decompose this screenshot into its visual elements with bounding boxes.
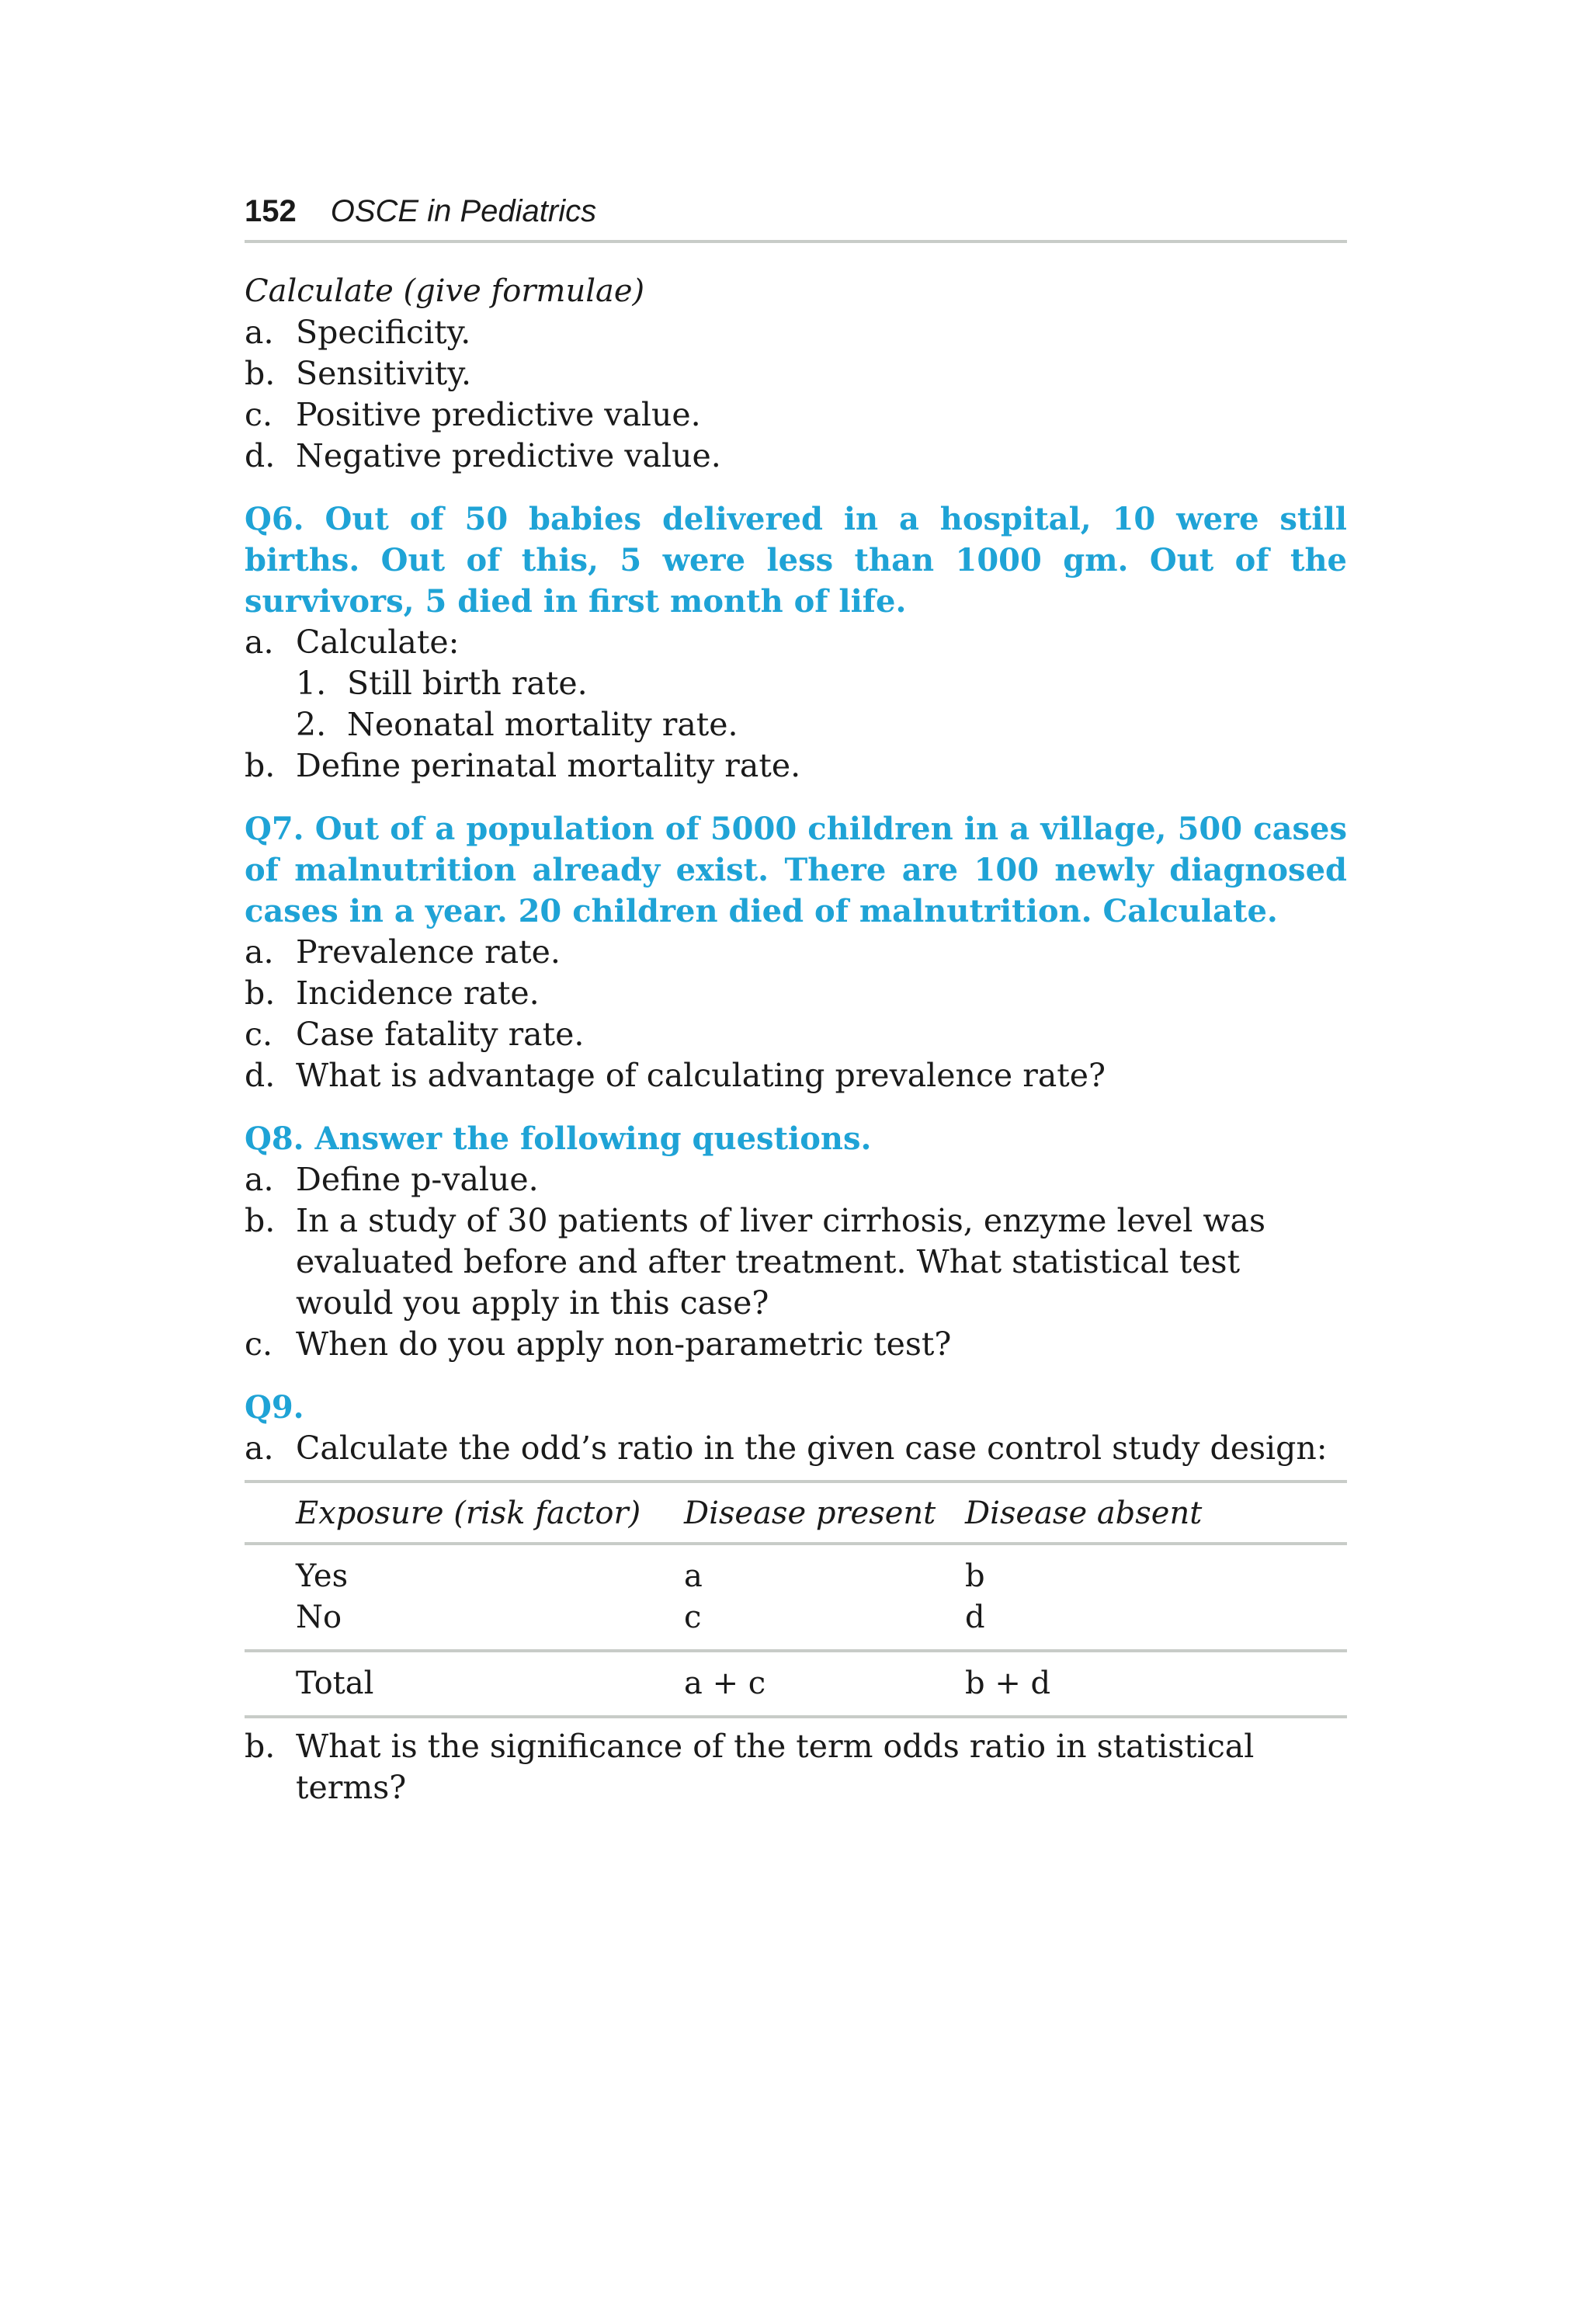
list-item-text: Prevalence rate. [296,933,561,971]
list-item [245,745,1347,787]
list-item-text: Negative predictive value. [296,437,721,474]
page-number: 152 [245,194,297,228]
list-item-text: What is the significance of the term odds ratio in statistical terms? [296,1728,1255,1806]
list-marker: c. [245,1325,273,1363]
list-item [245,973,1347,1014]
table-cell: Yes [296,1558,349,1594]
sub-list-item [296,663,1347,704]
list-marker: a. [245,624,274,661]
list-marker: b. [245,1728,276,1765]
q6-list [245,622,1347,787]
column-header: Disease absent [965,1482,1347,1544]
column-header: Disease present [684,1482,965,1544]
list-item-text: When do you apply non-parametric test? [296,1325,952,1363]
table-cell: b + d [965,1651,1347,1717]
column-header: Exposure (risk factor) [245,1482,684,1544]
q7-list [245,932,1347,1096]
list-marker: b. [245,747,276,784]
sub-list-item [296,704,1347,745]
list-item [245,312,1347,353]
list-item-text: Still birth rate. [347,665,588,702]
list-item-text: Incidence rate. [296,974,540,1012]
running-head [245,194,1347,243]
list-marker: a. [245,1429,274,1467]
list-item-text: Positive predictive value. [296,396,701,433]
list-marker: c. [245,396,273,433]
table-cell: d [965,1600,985,1635]
question-q8-heading: Q8. Answer the following questions. [245,1120,872,1157]
list-marker: b. [245,355,276,392]
list-marker: 1. [296,665,327,702]
table-cell: b [965,1558,985,1594]
q8-list [245,1159,1347,1365]
list-item [245,353,1347,394]
list-marker: d. [245,1057,276,1094]
question-q6-heading: Q6. Out of 50 babies delivered in a hospital, 10 were still births. Out of this, 5 were less than 1000 gm. Out of the survivors, 5 died in first month of life. [245,501,1347,620]
list-item [245,436,1347,477]
table-total-row [245,1651,1347,1717]
list-item-text: Sensitivity. [296,355,472,392]
list-item-text: What is advantage of calculating prevalence rate? [296,1057,1106,1094]
list-marker: a. [245,314,274,351]
q6-sublist [296,663,1347,745]
list-item-text: Calculate the odd’s ratio in the given case control study design: [296,1429,1328,1467]
question-q9-heading: Q9. [245,1389,304,1426]
q9-list-continued [245,1726,1347,1808]
list-marker: a. [245,933,274,971]
list-item-text: In a study of 30 patients of liver cirrhosis, enzyme level was evaluated before and after treatment. What statistical test would you apply in this case? [296,1202,1265,1322]
list-item [245,932,1347,973]
table-cell: No [296,1600,342,1635]
list-marker: a. [245,1161,274,1198]
list-item [245,1726,1347,1808]
list-item [245,1428,1347,1469]
list-item [245,1159,1347,1200]
list-marker: b. [245,1202,276,1239]
list-marker: d. [245,437,276,474]
odds-ratio-table-wrap [245,1480,1347,1718]
table-cell: c [684,1600,702,1635]
list-item-text: Neonatal mortality rate. [347,706,738,743]
list-marker: b. [245,974,276,1012]
list-item-text: Define p-value. [296,1161,539,1198]
list-item-text: Define perinatal mortality rate. [296,747,801,784]
list-item [245,1055,1347,1096]
q9-list [245,1428,1347,1469]
page-content [245,194,1347,1808]
table-row [245,1597,1347,1651]
table-header-row [245,1482,1347,1544]
list-item-text: Case fatality rate. [296,1016,585,1053]
odds-ratio-table [245,1480,1347,1718]
table-row [245,1544,1347,1597]
list-marker: 2. [296,706,327,743]
table-cell: Total [245,1651,684,1717]
list-marker: c. [245,1016,273,1053]
question-q7-heading: Q7. Out of a population of 5000 children in a village, 500 cases of malnutrition already exist. There are 100 newly diagnosed cases in a year. 20 children died of malnutrition. Calculate. [245,811,1347,929]
book-title: OSCE in Pediatrics [330,194,597,228]
list-item-text: Calculate: [296,624,460,661]
table-cell: a + c [684,1651,965,1717]
list-item [245,622,1347,663]
intro-instruction: Calculate (give formulae) [245,273,645,309]
list-item-text: Specificity. [296,314,471,351]
list-item [245,1324,1347,1365]
list-item [245,1014,1347,1055]
list-item [245,394,1347,436]
list-item [245,1200,1347,1324]
table-cell: a [684,1558,703,1594]
intro-list [245,312,1347,477]
